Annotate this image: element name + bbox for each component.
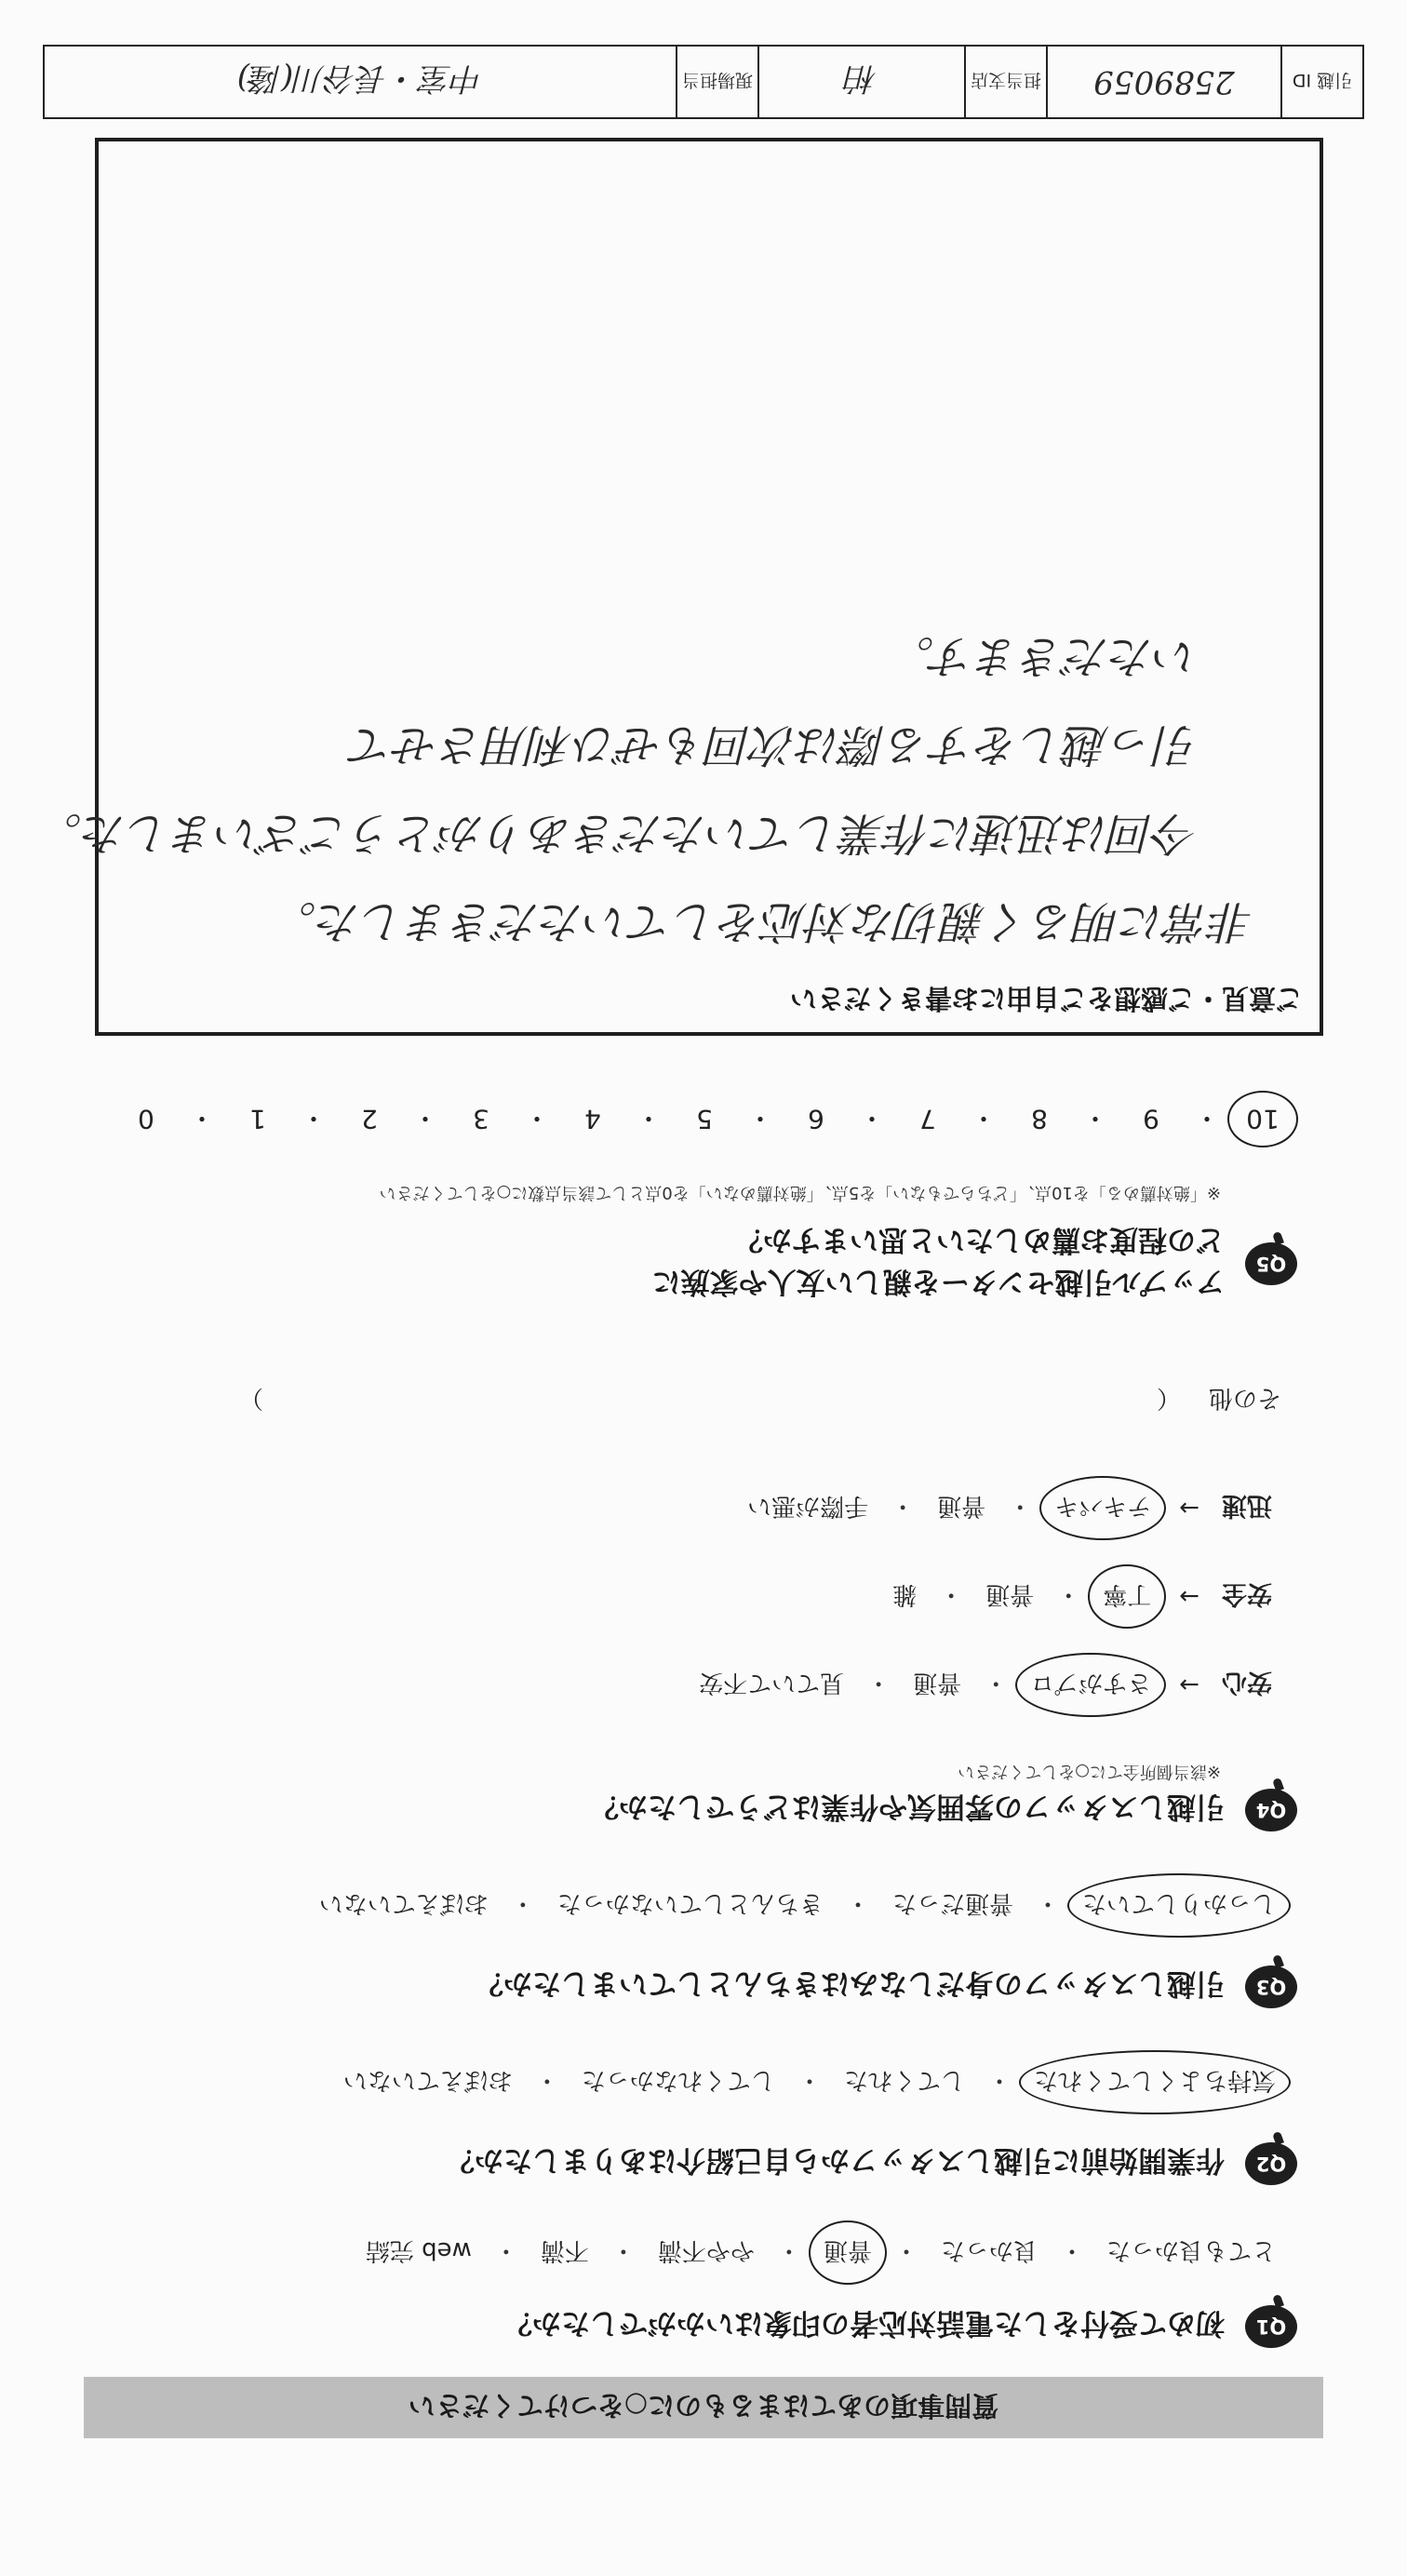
q5-text [652, 1222, 1225, 1306]
q2-option-1-selected[interactable]: 気持ちよくしてくれた [1028, 2061, 1281, 2103]
feedback-line-3: 引っ越しをする際は次回もぜひ利用させて [349, 718, 1199, 771]
banner-text: 質問事項のあてはまるものに○をつけてください [408, 2390, 999, 2422]
q2-option-3[interactable]: してくれなかった [581, 2066, 775, 2094]
q4-other-label: その他 [1208, 1384, 1281, 1412]
q1-option-5[interactable]: 不満 [540, 2236, 589, 2264]
question-3 [475, 1966, 1297, 2008]
feedback-line-2: 今回は迅速に作業していただきありがとうございました。 [36, 807, 1199, 859]
q2-options: 気持ちよくしてくれた ・ してくれた ・ してくれなかった ・ おぼえていない [338, 2061, 1281, 2103]
q4-row-1-label: 安心 [1222, 1668, 1272, 1697]
q2-option-2[interactable]: してくれた [843, 2066, 965, 2094]
q4-row-3-arrow: → [1179, 1494, 1199, 1523]
q5-badge [1245, 1242, 1297, 1285]
question-2 [446, 2142, 1297, 2185]
q2-badge-label: Q2 [1255, 2153, 1287, 2175]
q4-row-2-label: 安全 [1222, 1579, 1272, 1608]
q4-badge [1245, 1789, 1297, 1831]
q4-other-open-paren: （ [1156, 1384, 1181, 1412]
question-1 [503, 2305, 1297, 2348]
q2-text: 作業開始前に引越しスタッフから自己紹介はありましたか？ [446, 2143, 1225, 2178]
q5-score-7[interactable]: 7 [919, 1104, 936, 1135]
question-5 [652, 1222, 1297, 1306]
site-leader-value: 中室・長谷川(隆) [236, 60, 484, 98]
q3-option-2[interactable]: 普通だった [891, 1889, 1013, 1917]
q4-row-jinsoku: 迅速 → テキパキ ・ 普通 ・ 手際が悪い [742, 1487, 1272, 1529]
q5-score-8[interactable]: 8 [1031, 1104, 1048, 1135]
q4-row-1-option-2[interactable]: 普通 [913, 1669, 962, 1697]
q1-option-1[interactable]: とても良かった [1106, 2236, 1276, 2264]
q1-text: 初めて受付をした電話対応者の印象はいかがでしたか？ [503, 2306, 1225, 2341]
q5-score-3[interactable]: 3 [473, 1104, 489, 1135]
q4-other-field[interactable] [165, 1383, 1281, 1417]
q5-note: ※「絶対薦める」を10点、「どちらでもない」を5点、「絶対薦めない」を0点として該当点数に○をしてください [379, 1183, 1221, 1202]
q4-row-1-option-1-selected[interactable]: さすがプロ [1025, 1664, 1157, 1706]
q4-text: 引越しスタッフの雰囲気や作業はどうでしたか？ [590, 1790, 1225, 1824]
q4-row-3-option-1-selected[interactable]: テキパキ [1049, 1487, 1157, 1529]
q5-badge-label: Q5 [1255, 1253, 1287, 1275]
q1-option-2[interactable]: 良かった [940, 2236, 1038, 2264]
q5-text-line-1: アップル引越センターを親しい友人や家族に [651, 1265, 1225, 1298]
q1-option-4[interactable]: やや不満 [657, 2236, 755, 2264]
q5-score-1[interactable]: 1 [249, 1104, 266, 1135]
q4-row-1-arrow: → [1179, 1670, 1199, 1699]
q1-option-6[interactable]: web 完結 [365, 2236, 472, 2264]
feedback-line-1: 非常に明るく親切な対応をしていただきました。 [271, 895, 1254, 947]
branch-value: 柏 [757, 47, 964, 117]
feedback-box[interactable] [36, 138, 1323, 1036]
feedback-title: ご意見・ご感想をご自由にお書きください [789, 983, 1303, 1014]
instructions-banner [84, 2377, 1323, 2438]
q4-note: ※該当個所全てに○をしてください [958, 1762, 1221, 1781]
q5-score-2[interactable]: 2 [361, 1104, 378, 1135]
q4-row-anshin: 安心 → さすがプロ ・ 普通 ・ 見ていて不安 [693, 1664, 1272, 1706]
q1-options: とても良かった ・ 良かった ・ 普通 ・ やや不満 ・ 不満 ・ web 完結 [360, 2232, 1281, 2274]
q5-score-0[interactable]: 0 [138, 1104, 154, 1135]
branch-label: 担当支店 [964, 47, 1046, 117]
q1-badge-label: Q1 [1255, 2315, 1287, 2338]
q4-row-3-option-3[interactable]: 手際が悪い [747, 1492, 869, 1520]
footer-table [43, 45, 1364, 119]
q3-badge-label: Q3 [1255, 1976, 1287, 1998]
question-4 [590, 1789, 1297, 1831]
q5-scale: 10 ・ 9 ・ 8 ・ 7 ・ 6 ・ 5 ・ 4 ・ 3 ・ 2 ・ 1 ・ 0 [118, 1101, 1291, 1138]
q3-option-4[interactable]: おぼえていない [318, 1889, 489, 1917]
q5-score-10-selected[interactable]: 10 [1235, 1105, 1291, 1135]
q2-badge [1245, 2142, 1297, 2185]
q4-row-anzen: 安全 → 丁寧 ・ 普通 ・ 雑 [887, 1576, 1272, 1617]
q4-row-3-option-2[interactable]: 普通 [937, 1492, 986, 1520]
q4-row-1-option-3[interactable]: 見ていて不安 [699, 1669, 845, 1697]
q4-badge-label: Q4 [1255, 1799, 1287, 1821]
q5-text-line-2: どの程度お薦めしたいと思いますか？ [734, 1223, 1225, 1256]
q5-score-6[interactable]: 6 [808, 1104, 824, 1135]
q1-option-3-selected[interactable]: 普通 [818, 2232, 878, 2274]
q4-row-2-option-1-selected[interactable]: 丁寧 [1097, 1576, 1157, 1617]
q1-badge [1245, 2305, 1297, 2348]
site-leader-label: 現場担当 [676, 47, 757, 117]
q4-row-2-arrow: → [1179, 1582, 1199, 1611]
q3-text: 引越しスタッフの身だしなみはきちんとしていましたか？ [475, 1966, 1225, 2001]
q2-option-4[interactable]: おぼえていない [342, 2066, 513, 2094]
q4-other-close-paren: ） [239, 1384, 264, 1412]
q4-row-2-option-2[interactable]: 普通 [985, 1580, 1035, 1608]
q3-badge [1245, 1966, 1297, 2008]
q3-options: しっかりしていた ・ 普通だった ・ きちんとしていなかった ・ おぼえていない [314, 1885, 1281, 1926]
q5-score-9[interactable]: 9 [1143, 1104, 1159, 1135]
feedback-line-4: いただきます。 [889, 630, 1199, 682]
move-id-value: 2589059 [1046, 47, 1280, 117]
move-id-label: 引越 ID [1280, 47, 1362, 117]
q4-row-3-label: 迅速 [1222, 1491, 1272, 1520]
q3-option-3[interactable]: きちんとしていなかった [556, 1889, 824, 1917]
q5-score-5[interactable]: 5 [696, 1104, 713, 1135]
q4-row-2-option-3[interactable]: 雑 [892, 1580, 918, 1608]
q3-option-1-selected[interactable]: しっかりしていた [1077, 1885, 1281, 1926]
q5-score-4[interactable]: 4 [584, 1104, 601, 1135]
